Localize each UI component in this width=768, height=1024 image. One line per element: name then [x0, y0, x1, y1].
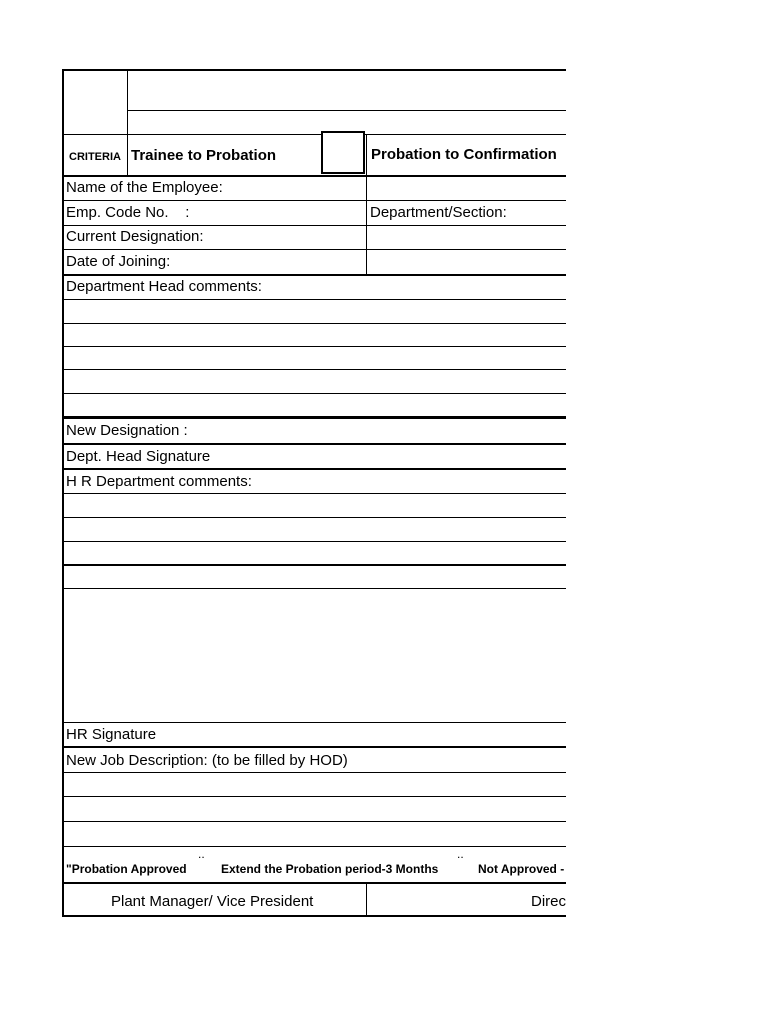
new-designation-label: New Designation :	[66, 422, 188, 439]
dept-head-signature-label: Dept. Head Signature	[66, 448, 211, 465]
plant-manager-signature: Plant Manager/ Vice President	[111, 893, 314, 910]
approved-checkbox-mark[interactable]: ..	[198, 847, 205, 861]
not-approved-option[interactable]: Not Approved -	[478, 862, 565, 876]
trainee-checkbox[interactable]	[321, 131, 365, 174]
probation-to-confirmation-label: Probation to Confirmation	[371, 146, 557, 163]
job-line-3	[62, 821, 566, 822]
logo-cell-divider	[127, 69, 128, 176]
employee-block-bottom	[62, 274, 566, 276]
header-bottom-line	[62, 134, 566, 135]
form-border-bottom	[62, 915, 566, 917]
probation-approved-option[interactable]: "Probation Approved	[66, 862, 187, 876]
dept-signature-bottom	[62, 468, 566, 470]
criteria-col-divider	[366, 134, 367, 275]
hr-signature-top	[62, 722, 566, 723]
form-border-top	[62, 69, 566, 71]
row-line-1	[62, 200, 566, 201]
job-line-1	[62, 772, 566, 773]
emp-code-label: Emp. Code No. :	[66, 204, 190, 221]
hr-line-2	[62, 517, 566, 518]
comment-line-4	[62, 369, 566, 370]
signature-col-divider	[366, 883, 367, 916]
extend-probation-option[interactable]: Extend the Probation period-3 Months	[221, 862, 439, 876]
comment-line-5	[62, 393, 566, 394]
job-line-2	[62, 796, 566, 797]
hr-line-3	[62, 541, 566, 542]
title-row-divider	[127, 110, 566, 111]
dept-head-comments-label: Department Head comments:	[66, 278, 262, 295]
department-section-label: Department/Section:	[370, 204, 507, 221]
hr-comments-label: H R Department comments:	[66, 473, 252, 490]
criteria-label: CRITERIA	[69, 151, 121, 163]
criteria-row-bottom	[62, 175, 566, 177]
job-block-bottom	[62, 846, 566, 847]
hr-signature-label: HR Signature	[66, 726, 157, 743]
employee-name-label: Name of the Employee:	[66, 179, 223, 196]
job-description-label: New Job Description: (to be filled by HOD)	[66, 752, 348, 769]
decision-row-bottom	[62, 882, 566, 884]
extend-checkbox-mark[interactable]: ..	[457, 847, 464, 861]
comment-line-1	[62, 299, 566, 300]
comment-block-bottom	[62, 416, 566, 419]
hr-line-5	[62, 588, 566, 589]
row-line-2	[62, 225, 566, 226]
hr-line-1	[62, 493, 566, 494]
hr-line-4	[62, 564, 566, 566]
date-of-joining-label: Date of Joining:	[66, 253, 171, 270]
row-line-3	[62, 249, 566, 250]
trainee-to-probation-label: Trainee to Probation	[131, 147, 277, 164]
director-signature: Direc	[531, 893, 566, 910]
new-designation-bottom	[62, 443, 566, 445]
current-designation-label: Current Designation:	[66, 228, 204, 245]
hr-signature-bottom	[62, 746, 566, 748]
comment-line-2	[62, 323, 566, 324]
comment-line-3	[62, 346, 566, 347]
